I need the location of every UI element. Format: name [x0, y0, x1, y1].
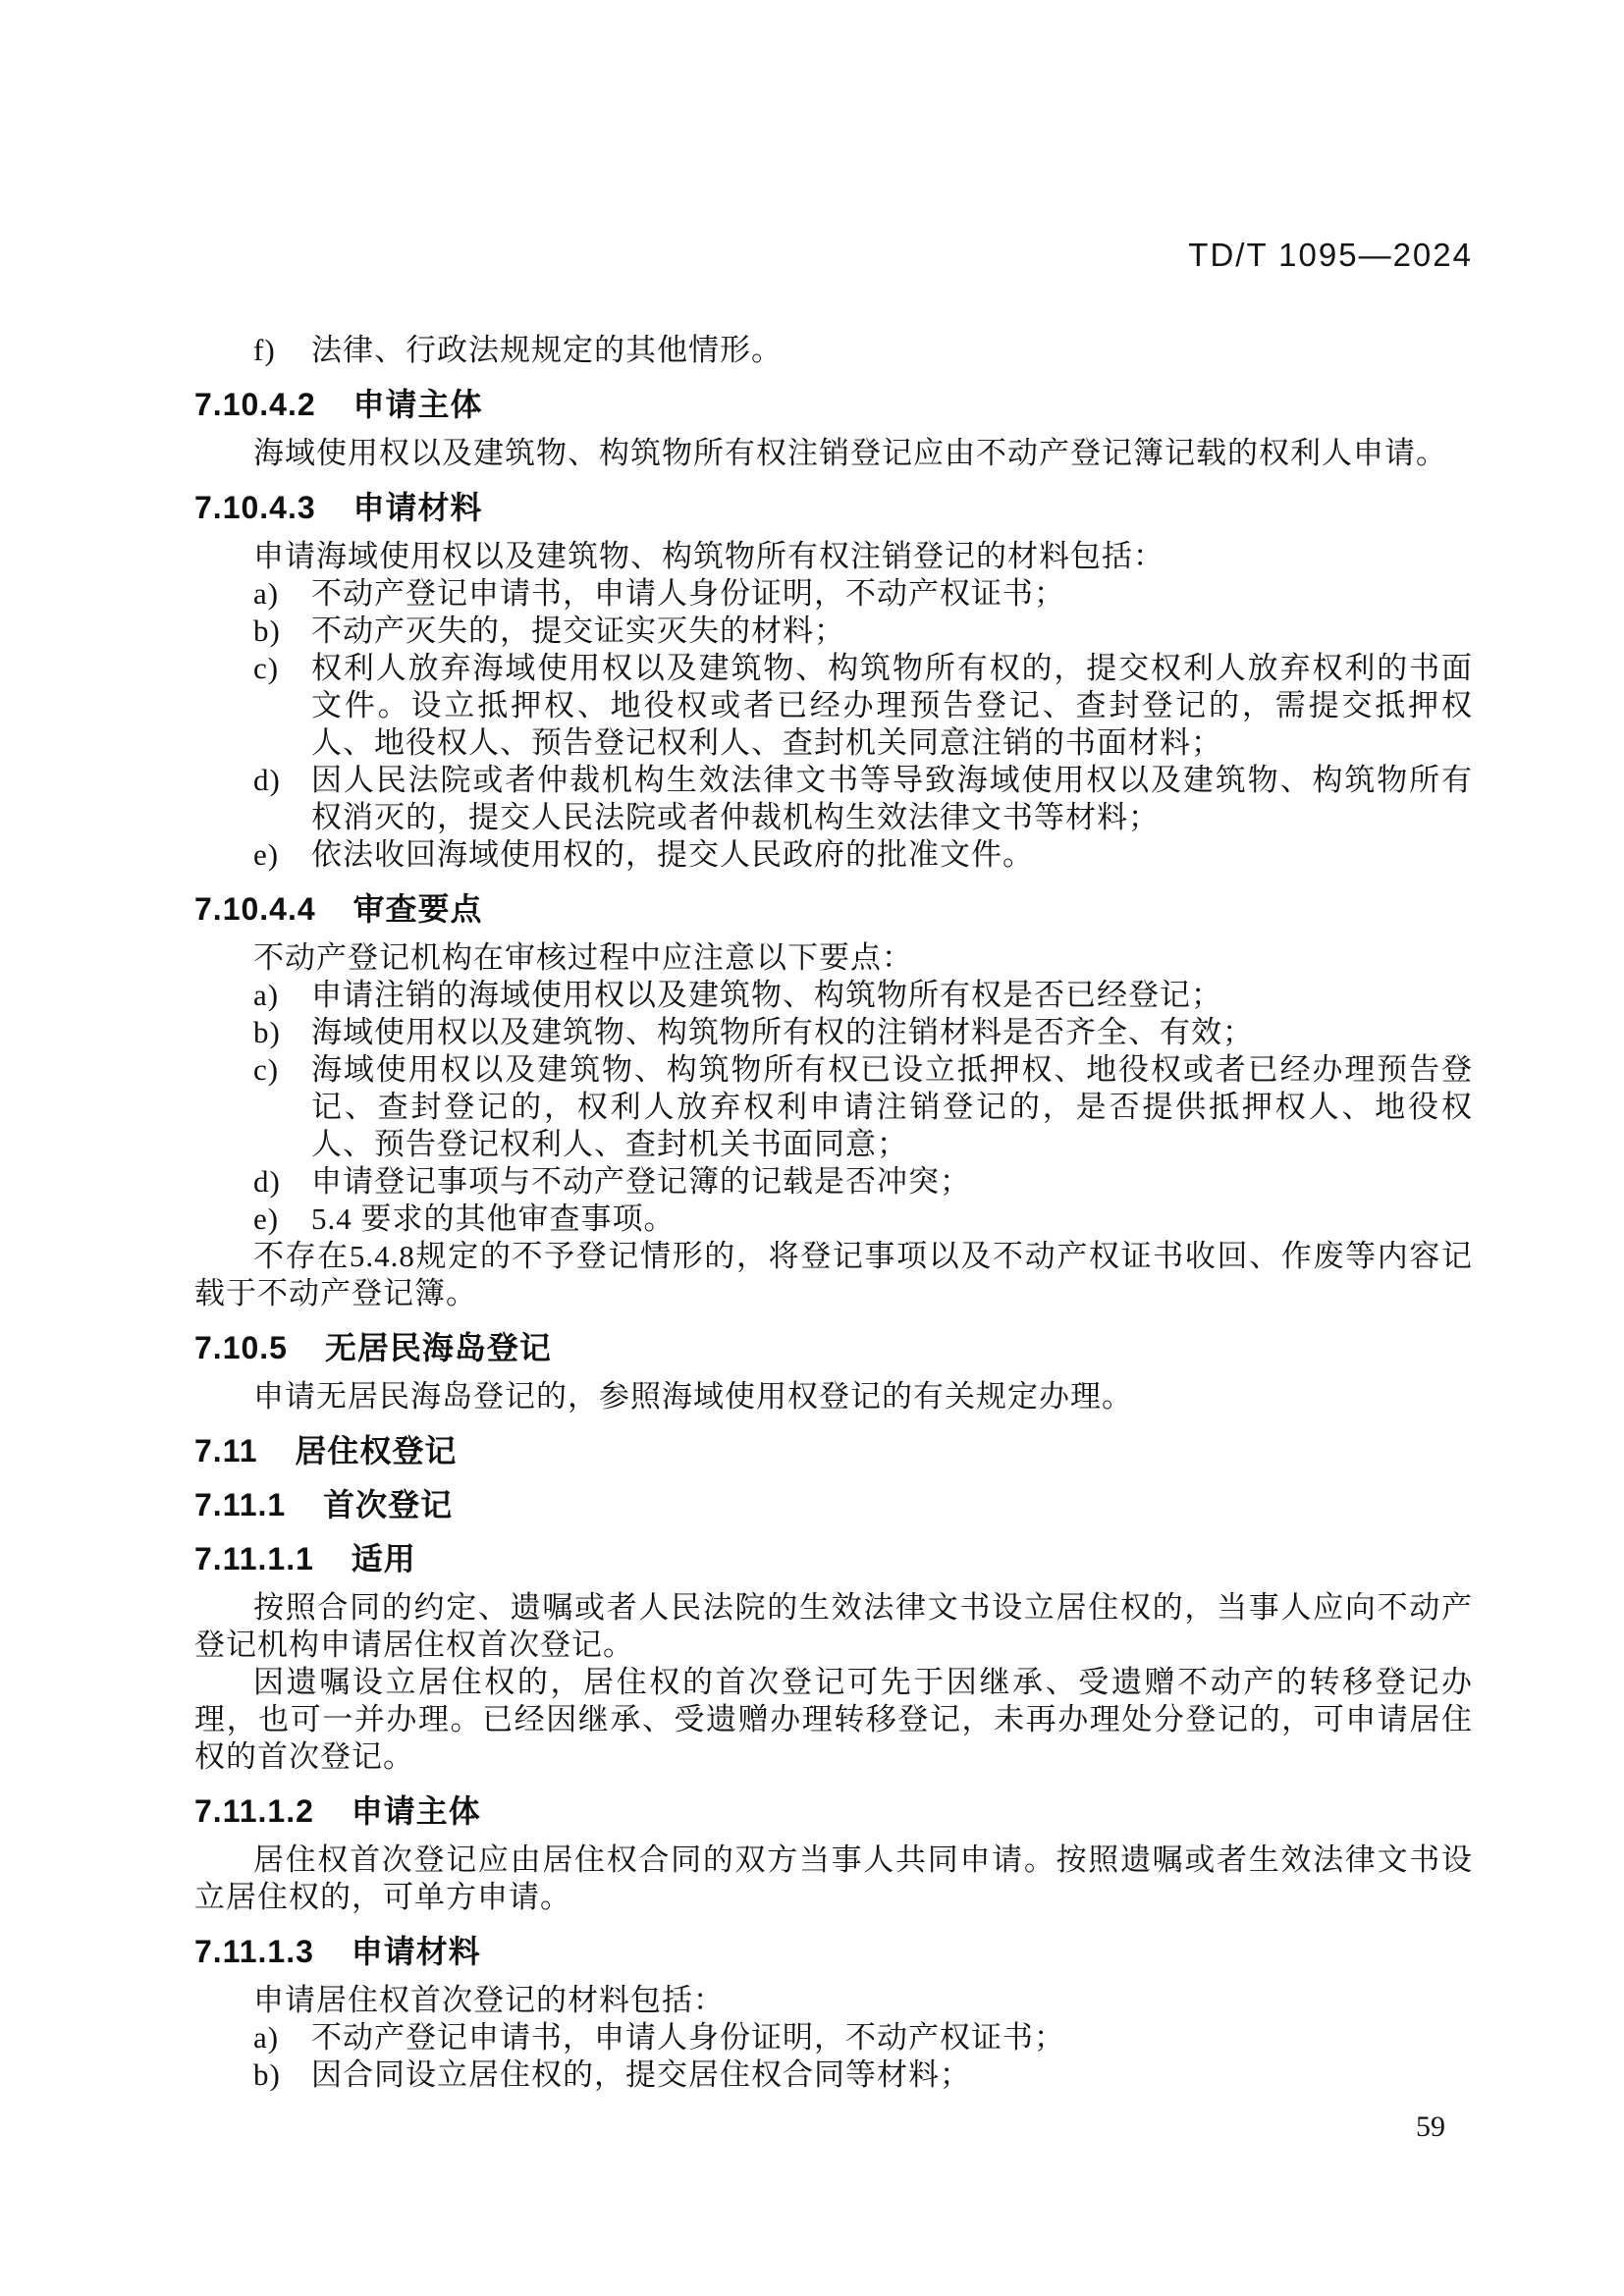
section-number: 7.11.1.2	[194, 1793, 314, 1829]
list-item	[194, 2019, 1473, 2056]
list-item-label: f)	[253, 333, 276, 367]
list-item-text: 因合同设立居住权的，提交居住权合同等材料；	[311, 2057, 971, 2092]
list-item-label: a)	[253, 978, 280, 1012]
list-item-label: a)	[253, 576, 280, 611]
list-item-text: 海域使用权以及建筑物、构筑物所有权的注销材料是否齐全、有效；	[311, 1015, 1254, 1049]
paragraph: 申请海域使用权以及建筑物、构筑物所有权注销登记的材料包括：	[253, 539, 1164, 573]
page-number: 59	[1416, 2110, 1445, 2143]
section-title: 无居民海岛登记	[324, 1330, 552, 1365]
section-number: 7.11.1.1	[194, 1541, 314, 1576]
list-item	[194, 332, 1473, 369]
list-item	[194, 1163, 1473, 1201]
section-heading	[194, 1486, 1473, 1523]
list-item-text: 因人民法院或者仲裁机构生效法律文书等导致海域使用权以及建筑物、构筑物所有权消灭的，提交人民法院或者仲裁机构生效法律文书等材料；	[311, 763, 1473, 834]
list-item-text: 依法收回海域使用权的，提交人民政府的批准文件。	[311, 837, 1034, 872]
paragraph: 不存在5.4.8规定的不予登记情形的，将登记事项以及不动产权证书收回、作废等内容记载于不动产登记簿。	[194, 1239, 1473, 1310]
section-heading	[194, 1933, 1473, 1970]
section-heading	[194, 890, 1473, 928]
section-heading	[194, 1329, 1473, 1366]
list-item	[194, 650, 1473, 762]
list-item-text: 申请注销的海域使用权以及建筑物、构筑物所有权是否已经登记；	[311, 978, 1222, 1012]
paragraph: 居住权首次登记应由居住权合同的双方当事人共同申请。按照遗嘱或者生效法律文书设立居住权的，可单方申请。	[194, 1842, 1473, 1914]
list-item-text: 5.4 要求的其他审查事项。	[311, 1201, 676, 1236]
list-item	[194, 977, 1473, 1014]
section-title: 首次登记	[323, 1487, 454, 1522]
list-item-text: 海域使用权以及建筑物、构筑物所有权已设立抵押权、地役权或者已经办理预告登记、查封登记的，权利人放弃权利申请注销登记的，是否提供抵押权人、地役权人、预告登记权利人、查封机关书面同意；	[311, 1052, 1473, 1161]
section-list	[194, 2019, 1473, 2094]
section-number: 7.10.4.2	[194, 387, 316, 422]
section-title: 审查要点	[352, 891, 483, 927]
section-heading	[194, 1540, 1473, 1577]
section-title: 居住权登记	[295, 1433, 458, 1468]
paragraph: 申请无居民海岛登记的，参照海域使用权登记的有关规定办理。	[253, 1379, 1133, 1414]
section-title: 申请主体	[352, 387, 483, 422]
section-heading	[194, 386, 1473, 423]
section-number: 7.11	[194, 1433, 258, 1468]
leading-list	[194, 332, 1473, 369]
list-item	[194, 613, 1473, 650]
paragraph: 不动产登记机构在审核过程中应注意以下要点：	[253, 940, 913, 975]
list-item-label: e)	[253, 837, 280, 872]
section-title: 申请材料	[352, 490, 483, 525]
section-number: 7.10.4.3	[194, 490, 316, 525]
section-number: 7.10.5	[194, 1330, 288, 1365]
section-number: 7.11.1.3	[194, 1934, 314, 1969]
list-item-label: b)	[253, 1015, 281, 1049]
section-list	[194, 977, 1473, 1238]
list-item-label: d)	[253, 763, 281, 797]
list-item-label: c)	[253, 651, 280, 685]
list-item-text: 权利人放弃海域使用权以及建筑物、构筑物所有权的，提交权利人放弃权利的书面文件。设立抵押权、地役权或者已经办理预告登记、查封登记的，需提交抵押权人、地役权人、预告登记权利人、查封机关同意注销的书面材料；	[311, 651, 1473, 760]
section-number: 7.11.1	[194, 1487, 287, 1522]
list-item-text: 法律、行政法规规定的其他情形。	[311, 333, 783, 367]
list-item	[194, 762, 1473, 836]
section-heading	[194, 489, 1473, 526]
paragraph: 申请居住权首次登记的材料包括：	[253, 1983, 725, 2017]
section-title: 申请材料	[351, 1934, 481, 1969]
paragraph: 因遗嘱设立居住权的，居住权的首次登记可先于因继承、受遗赠不动产的转移登记办理，也可一并办理。已经因继承、受遗赠办理转移登记，未再办理处分登记的，可申请居住权的首次登记。	[194, 1665, 1473, 1774]
list-item	[194, 1014, 1473, 1051]
section-title: 申请主体	[351, 1793, 481, 1829]
section-number: 7.10.4.4	[194, 891, 316, 927]
section-title: 适用	[351, 1541, 416, 1576]
list-item-text: 不动产灭失的，提交证实灭失的材料；	[311, 614, 845, 648]
section-heading	[194, 1792, 1473, 1830]
list-item-text: 申请登记事项与不动产登记簿的记载是否冲突；	[311, 1164, 971, 1199]
list-item-label: b)	[253, 2057, 281, 2092]
list-item	[194, 2056, 1473, 2094]
list-item	[194, 1201, 1473, 1238]
list-item-text: 不动产登记申请书，申请人身份证明，不动产权证书；	[311, 2020, 1065, 2055]
section-heading	[194, 1432, 1473, 1469]
list-item-label: e)	[253, 1201, 280, 1236]
list-item	[194, 575, 1473, 613]
section-list	[194, 575, 1473, 874]
list-item-text: 不动产登记申请书，申请人身份证明，不动产权证书；	[311, 576, 1065, 611]
paragraph: 海域使用权以及建筑物、构筑物所有权注销登记应由不动产登记簿记载的权利人申请。	[253, 436, 1447, 470]
doc-code: TD/T 1095—2024	[1188, 237, 1473, 273]
list-item-label: b)	[253, 614, 281, 648]
list-item-label: d)	[253, 1164, 281, 1199]
list-item-label: a)	[253, 2020, 280, 2055]
paragraph: 按照合同的约定、遗嘱或者人民法院的生效法律文书设立居住权的，当事人应向不动产登记机构申请居住权首次登记。	[194, 1590, 1473, 1662]
page-content	[194, 332, 1473, 2094]
list-item	[194, 1051, 1473, 1163]
list-item-label: c)	[253, 1052, 280, 1087]
list-item	[194, 836, 1473, 874]
